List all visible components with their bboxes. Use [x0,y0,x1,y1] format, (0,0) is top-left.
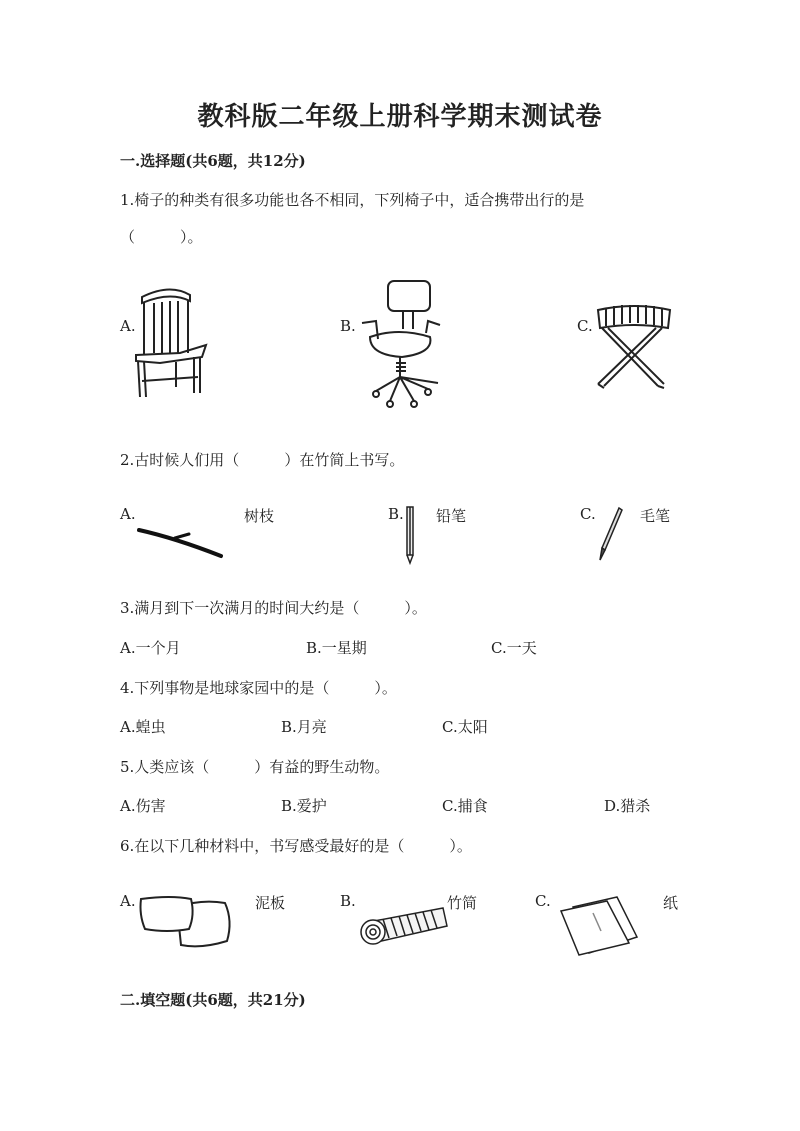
brush-pen-icon [595,506,625,562]
q2-option-c-label: 毛笔 [640,507,671,525]
q1-option-a-letter[interactable]: A. [120,317,136,335]
wooden-chair-icon [130,285,210,400]
q4-option-a[interactable]: A.蝗虫 [120,718,166,736]
q6-option-b-letter[interactable]: B. [340,892,356,910]
bamboo-slips-icon [355,900,450,948]
folding-stool-icon [594,300,674,392]
question-1-text: 1.椅子的种类有很多功能也各不相同，下列椅子中，适合携带出行的是 [120,191,585,209]
q5-option-d[interactable]: D.猎杀 [604,797,651,815]
question-4-text: 4.下列事物是地球家园中的是（ ）。 [120,679,397,697]
q6-option-a-label: 泥板 [255,894,286,912]
q4-option-b[interactable]: B.月亮 [281,718,327,736]
q3-option-b[interactable]: B.一星期 [306,639,367,657]
question-5-text: 5.人类应该（ ）有益的野生动物。 [120,758,390,776]
q1-option-b-letter[interactable]: B. [340,317,356,335]
q6-option-b-label: 竹简 [447,894,478,912]
q5-option-a[interactable]: A.伤害 [120,797,166,815]
q2-option-b-letter[interactable]: B. [388,505,404,523]
q4-option-c[interactable]: C.太阳 [442,718,488,736]
section-heading-fill-blank: 二.填空题(共6题，共21分) [120,991,306,1009]
question-6-text: 6.在以下几种材料中，书写感受最好的是（ ）。 [120,837,472,855]
q1-option-c-letter[interactable]: C. [577,317,593,335]
q6-option-c-letter[interactable]: C. [535,892,551,910]
clay-tablets-icon [137,893,237,953]
q2-option-a-label: 树枝 [244,507,275,525]
q2-option-a-letter[interactable]: A. [120,505,136,523]
q2-option-b-label: 铅笔 [436,507,467,525]
office-chair-icon [358,277,443,412]
q2-option-c-letter[interactable]: C. [580,505,596,523]
paper-sheets-icon [553,893,643,958]
section-heading-choice: 一.选择题(共6题，共12分) [120,152,306,170]
page-title: 教科版二年级上册科学期末测试卷 [197,102,603,132]
q6-option-c-label: 纸 [663,894,679,912]
twig-icon [135,522,225,560]
q5-option-c[interactable]: C.捕食 [442,797,488,815]
q5-option-b[interactable]: B.爱护 [281,797,327,815]
q6-option-a-letter[interactable]: A. [120,892,136,910]
q3-option-c[interactable]: C.一天 [491,639,537,657]
question-1-blank: （ ）。 [120,228,203,246]
pencil-icon [404,505,416,565]
question-3-text: 3.满月到下一次满月的时间大约是（ ）。 [120,599,427,617]
q3-option-a[interactable]: A.一个月 [120,639,181,657]
question-2-text: 2.古时候人们用（ ）在竹简上书写。 [120,451,405,469]
